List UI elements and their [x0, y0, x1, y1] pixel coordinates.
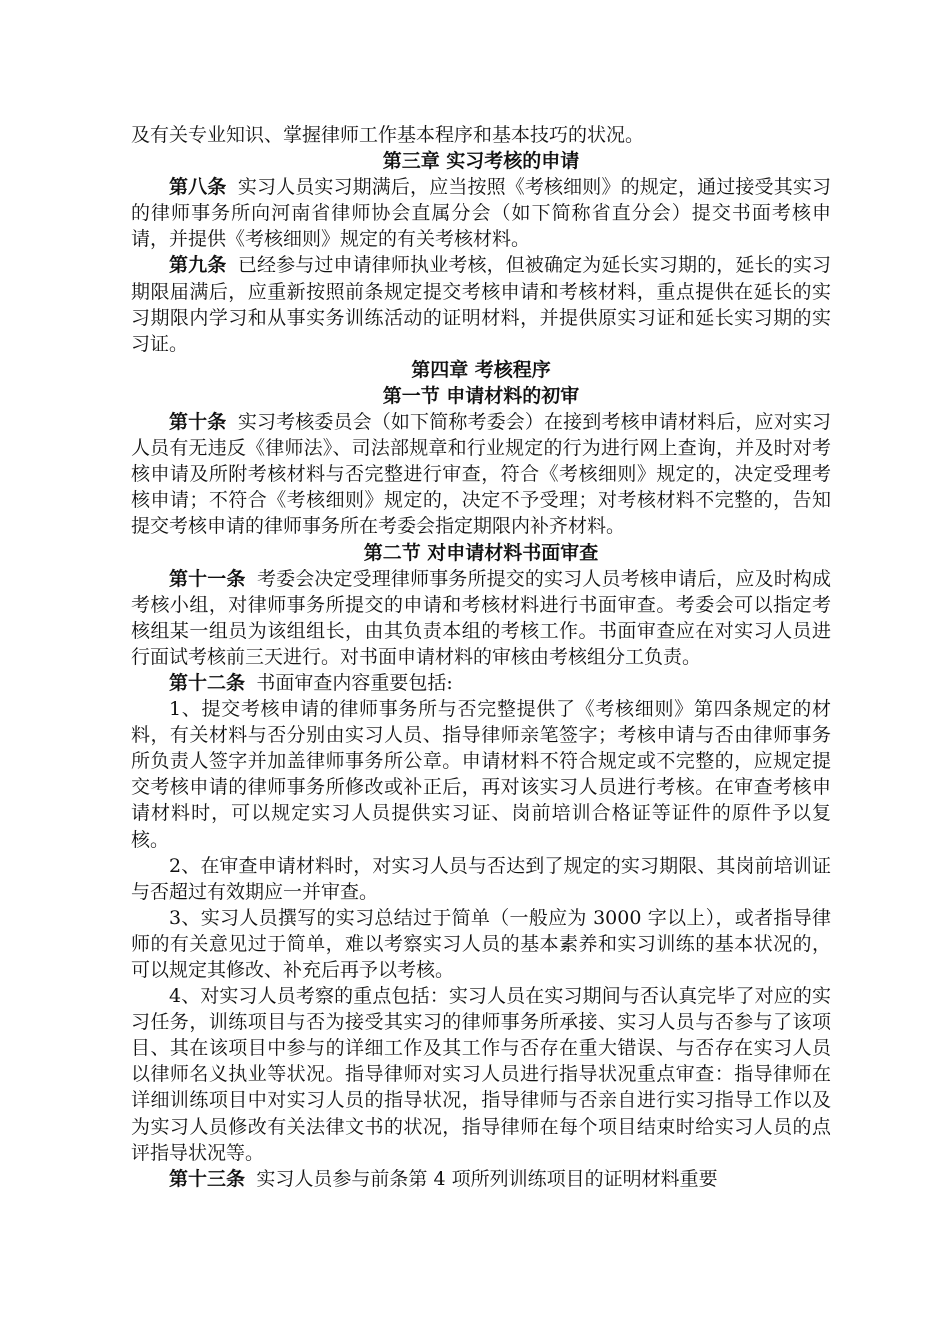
article-9-text: 已经参与过申请律师执业考核，但被确定为延长实习期的，延长的实习期限届满后，应重新按照前条规定提交考核申请和考核材料，重点提供在延长的实习期限内学习和从事实务训练活动的证明材料，并提供原实习证和延长实习期的实习证。 [131, 254, 831, 355]
article-12 [131, 670, 831, 696]
article-12-text: 书面审查内容重要包括: [256, 671, 453, 694]
document-page [131, 122, 831, 1192]
paragraph-continuation: 及有关专业知识、掌握律师工作基本程序和基本技巧的状况。 [131, 124, 645, 146]
chapter-3-heading: 第三章 实习考核的申请 [382, 150, 580, 173]
section-1-heading: 第一节 申请材料的初审 [382, 384, 580, 407]
chapter-4-heading: 第四章 考核程序 [411, 358, 551, 381]
article-8 [131, 174, 831, 252]
article-10-text: 实习考核委员会（如下简称考委会）在接到考核申请材料后，应对实习人员有无违反《律师法》、司法部规章和行业规定的行为进行网上查询，并及时对考核申请及所附考核材料与否完整进行审查，符合《考核细则》规定的，决定受理考核申请；不符合《考核细则》规定的，决定不予受理；对考核材料不完整的，告知提交考核申请的律师事务所在考委会指定期限内补齐材料。 [131, 411, 831, 538]
article-12-label: 第十二条 [169, 671, 246, 694]
article-10-label: 第十条 [169, 411, 227, 434]
section-2-heading: 第二节 对申请材料书面审查 [363, 541, 599, 564]
list-item-4: 4、对实习人员考察的重点包括：实习人员在实习期间与否认真完毕了对应的实习任务，训练项目与否为接受其实习的律师事务所承接、实习人员与否参与了该项目、其在该项目中参与的详细工作及其工作与否存在重大错误、与否存在实习人员以律师名义执业等状况。指导律师对实习人员进行指导状况重点审查：指导律师在详细训练项目中对实习人员的指导状况，指导律师与否亲自进行实习指导工作以及为实习人员修改有关法律文书的状况，指导律师在每个项目结束时给实习人员的点评指导状况等。 [131, 985, 831, 1164]
article-11-text: 考委会决定受理律师事务所提交的实习人员考核申请后，应及时构成考核小组，对律师事务所提交的申请和考核材料进行书面审查。考委会可以指定考核组某一组员为该组组长，由其负责本组的考核工作。书面审查应在对实习人员进行面试考核前三天进行。对书面申请材料的审核由考核组分工负责。 [131, 567, 831, 668]
article-11 [131, 566, 831, 670]
list-item-2: 2、在审查申请材料时，对实习人员与否达到了规定的实习期限、其岗前培训证与否超过有效期应一并审查。 [131, 854, 831, 903]
article-11-label: 第十一条 [169, 567, 246, 590]
article-8-label: 第八条 [169, 176, 227, 199]
list-item-1: 1、提交考核申请的律师事务所与否完整提供了《考核细则》第四条规定的材料，有关材料与否分别由实习人员、指导律师亲笔签字；考核申请与否由律师事务所负责人签字并加盖律师事务所公章。申请材料不符合规定或不完整的，应规定提交考核申请的律师事务所修改或补正后，再对该实习人员进行考核。在审查考核申请材料时，可以规定实习人员提供实习证、岗前培训合格证等证件的原件予以复核。 [131, 698, 831, 851]
article-13-label: 第十三条 [169, 1167, 246, 1190]
article-9-label: 第九条 [169, 254, 227, 277]
article-10 [131, 409, 831, 539]
article-13 [131, 1166, 831, 1192]
article-8-text: 实习人员实习期满后，应当按照《考核细则》的规定，通过接受其实习的律师事务所向河南省律师协会直属分会（如下简称省直分会）提交书面考核申请，并提供《考核细则》规定的有关考核材料。 [131, 176, 831, 251]
list-item-3: 3、实习人员撰写的实习总结过于简单（一般应为 3000 字以上），或者指导律师的有关意见过于简单，难以考察实习人员的基本素养和实习训练的基本状况的，可以规定其修改、补充后再予以考核。 [131, 906, 831, 981]
article-9 [131, 252, 831, 356]
article-13-text: 实习人员参与前条第 4 项所列训练项目的证明材料重要 [256, 1167, 718, 1190]
